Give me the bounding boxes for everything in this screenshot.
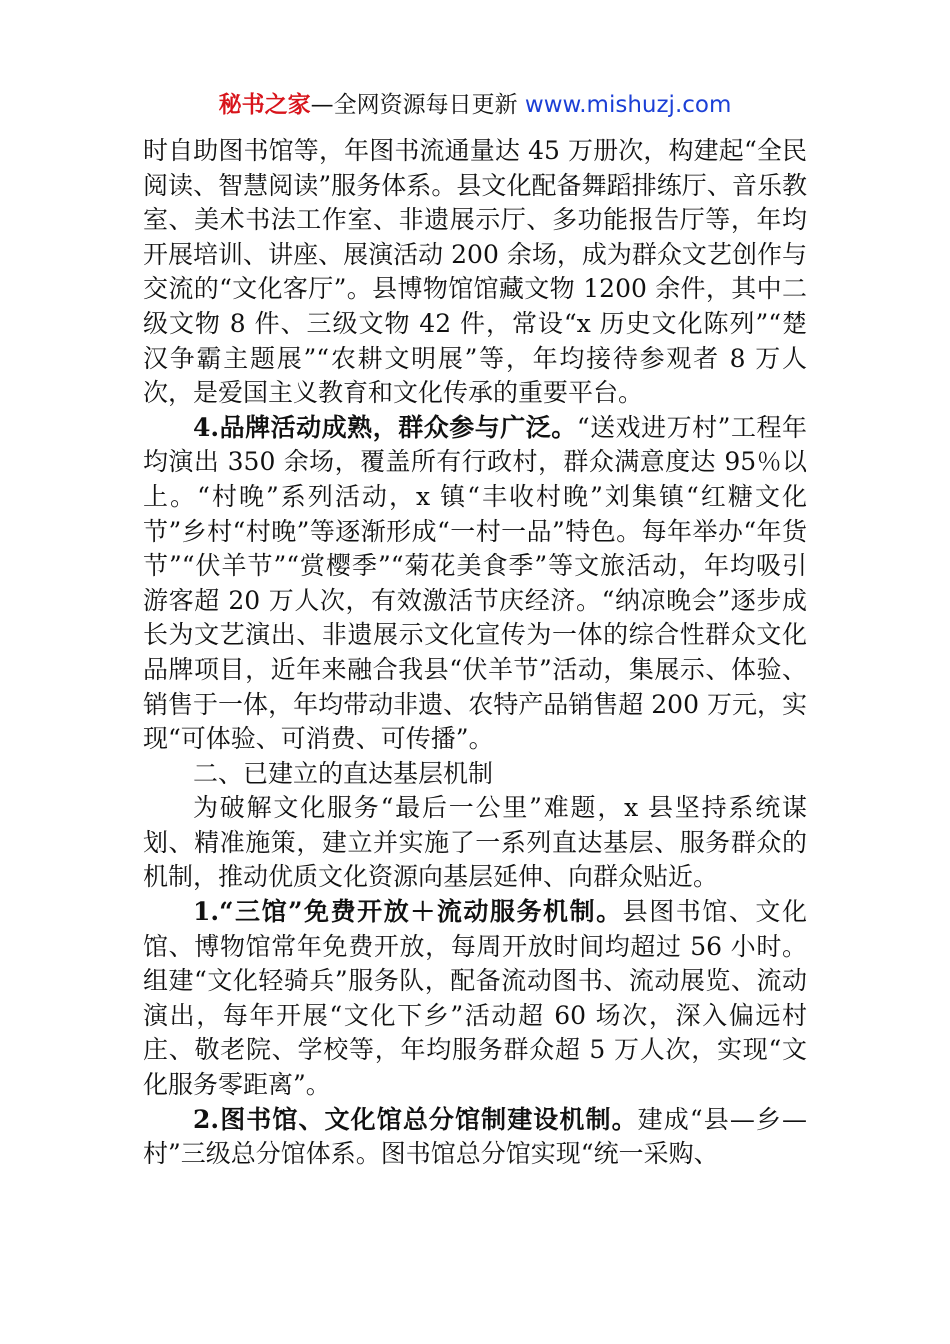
section-heading: 二、已建立的直达基层机制 (193, 758, 494, 788)
paragraph-mechanism-2 (143, 1103, 807, 1172)
paragraph-mechanism-1 (143, 895, 807, 1103)
paragraph-body: 建成“县—乡—村”三级总分馆体系。图书馆总分馆实现“统一采购、 (143, 1104, 808, 1169)
paragraph-brand-activities (143, 411, 807, 757)
page-header (0, 88, 950, 122)
paragraph-lead-bold: 1.“三馆”免费开放＋流动服务机制。 (193, 897, 623, 927)
document-body (143, 134, 807, 1172)
paragraph-body: “送戏进万村”工程年均演出 350 余场，覆盖所有行政村，群众满意度达 95％以上。“村晚”系列活动，x 镇“丰收村晚”刘集镇“红糖文化节”乡村“村晚”等逐渐形成“一村一品”特色。每年举办“年货节”“伏羊节”“赏樱季”“菊花美食季”等文旅活动，年均吸引游客超 20 万人次，有效激活节庆经济。“纳凉晚会”逐步成长为文艺演出、非遗展示文化宣传为一体的综合性群众文化品牌项目，近年来融合我县“伏羊节”活动，集展示、体验、销售于一体，年均带动非遗、农特产品销售超 200 万元，实现“可体验、可消费、可传播”。 (143, 412, 807, 754)
paragraph-body: 县图书馆、文化馆、博物馆常年免费开放，每周开放时间均超过 56 小时。组建“文化轻骑兵”服务队，配备流动图书、流动展览、流动演出，每年开展“文化下乡”活动超 60 场次，深入偏远村庄、敬老院、学校等，年均服务群众超 5 万人次，实现“文化服务零距离”。 (143, 897, 807, 1100)
brand-name: 秘书之家 (218, 92, 311, 118)
paragraph-lead-bold: 4.品牌活动成熟，群众参与广泛。 (193, 412, 577, 442)
site-url-link[interactable]: www.mishuzj.com (524, 92, 732, 118)
header-tagline: —全网资源每日更新 (310, 92, 525, 118)
paragraph-lead-bold: 2.图书馆、文化馆总分馆制建设机制。 (193, 1104, 638, 1134)
paragraph-section-intro: 为破解文化服务“最后一公里”难题，x 县坚持系统谋划、精准施策，建立并实施了一系列直达基层、服务群众的机制，推动优质文化资源向基层延伸、向群众贴近。 (143, 793, 807, 892)
paragraph-continued: 时自助图书馆等，年图书流通量达 45 万册次，构建起“全民阅读、智慧阅读”服务体系。县文化配备舞蹈排练厅、音乐教室、美术书法工作室、非遗展示厅、多功能报告厅等，年均开展培训、讲座、展演活动 200 余场，成为群众文艺创作与交流的“文化客厅”。县博物馆馆藏文物 1200 余件，其中二级文物 8 件、三级文物 42 件，常设“x 历史文化陈列”“楚汉争霸主题展”“农耕文明展”等，年均接待参观者 8 万人次，是爱国主义教育和文化传承的重要平台。 (143, 136, 807, 408)
